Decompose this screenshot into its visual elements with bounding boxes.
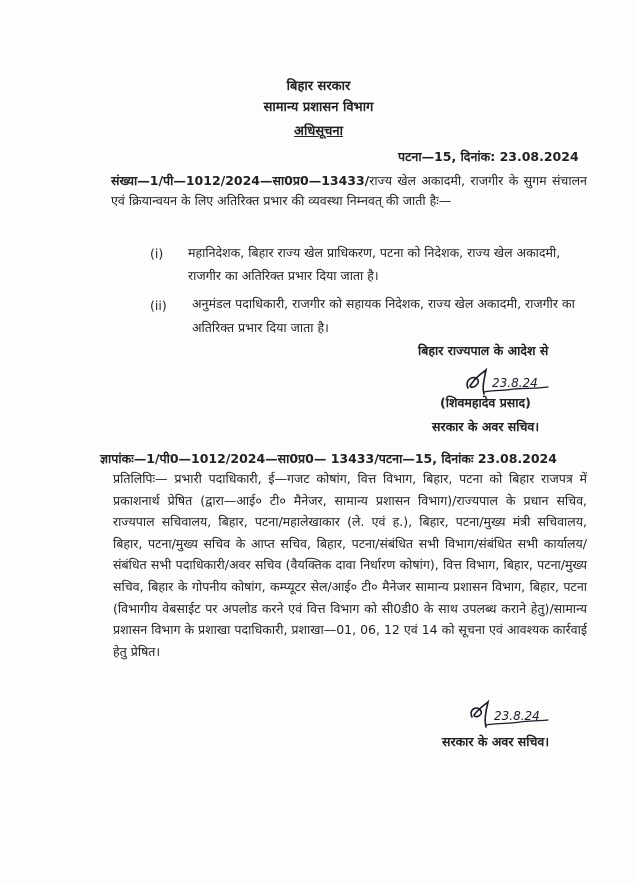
item-number: (ii) <box>150 298 167 313</box>
order-line: बिहार राज्यपाल के आदेश से <box>418 343 549 358</box>
signatory-designation: सरकार के अवर सचिव। <box>442 734 550 749</box>
reference-paragraph <box>111 171 587 211</box>
department-name: सामान्य प्रशासन विभाग <box>263 100 374 115</box>
signatory-designation: सरकार के अवर सचिव। <box>432 419 540 434</box>
intro-text: राज्य खेल अकादमी, राजगीर के सुगम संचालन एवं क्रियान्वयन के लिए अतिरिक्त प्रभार की व्यवस्था निम्नवत् की जाती हैः— <box>111 173 587 208</box>
reference-number: संख्या—1/पी—1012/2024—सा0प्र0—13433/ <box>111 173 370 188</box>
document-type-title: अधिसूचना <box>294 124 343 139</box>
signatory-name: (शिवमहादेव प्रसाद) <box>440 395 531 410</box>
signature-date: 23.8.24 <box>492 376 538 390</box>
government-name: बिहार सरकार <box>286 79 351 94</box>
list-item: महानिदेशक, बिहार राज्य खेल प्राधिकरण, पटना को निदेशक, राज्य खेल अकादमी, राजगीर का अतिरिक्त प्रभार दिया जाता है। <box>188 245 561 283</box>
list-item: अनुमंडल पदाधिकारी, राजगीर को सहायक निदेशक, राज्य खेल अकादमी, राजगीर का अतिरिक्त प्रभार दिया जाता है। <box>192 296 575 335</box>
copy-text: प्रभारी पदाधिकारी, ई—गजट कोषांग, वित्त विभाग, बिहार, पटना को बिहार राजपत्र में प्रकाशनार्थ प्रेषित (द्वारा—आई० टी० मैनेजर, सामान्य प्रशासन विभाग)/राज्यपाल के प्रधान सचिव, राज्यपाल सचिवालय, बिहार, पटना/महालेखाकार (ले. एवं ह.), बिहार, पटना/मुख्य मंत्री सचिवालय, बिहार, पटना/मुख्य सचिव के आप्त सचिव, बिहार, पटना/संबंधित सभी विभाग/संबंधित सभी कार्यालय/ संबंधित सभी पदाधिकारी/अवर सचिव (वैयक्तिक दावा निर्धारण कोषांग), वित्त विभाग, बिहार, पटना/मुख्य सचिव, बिहार के गोपनीय कोषांग, कम्प्यूटर सेल/आई० टी० मैनेजर सामान्य प्रशासन विभाग, बिहार, पटना (विभागीय वेबसाईट पर अपलोड करने एवं वित्त विभाग को सी0डी0 के साथ उपलब्ध कराने हेतु)/सामान्य प्रशासन विभाग के प्रशाखा पदाधिकारी, प्रशाखा—01, 06, 12 एवं 14 को सूचना एवं आवश्यक कार्रवाई हेतु प्रेषित। <box>113 471 587 659</box>
place-date: पटना—15, दिनांक: 23.08.2024 <box>398 149 579 164</box>
signature-date: 23.8.24 <box>494 709 540 723</box>
memo-reference-line: ज्ञापांकः—1/पी0—1012/2024—सा0प्र0— 13433/पटना—15, दिनांकः 23.08.2024 <box>100 451 557 466</box>
handwritten-signature <box>466 699 552 737</box>
copy-label: प्रतिलिपिः— <box>113 471 168 486</box>
item-number: (i) <box>150 246 164 261</box>
copy-paragraph <box>113 468 587 662</box>
